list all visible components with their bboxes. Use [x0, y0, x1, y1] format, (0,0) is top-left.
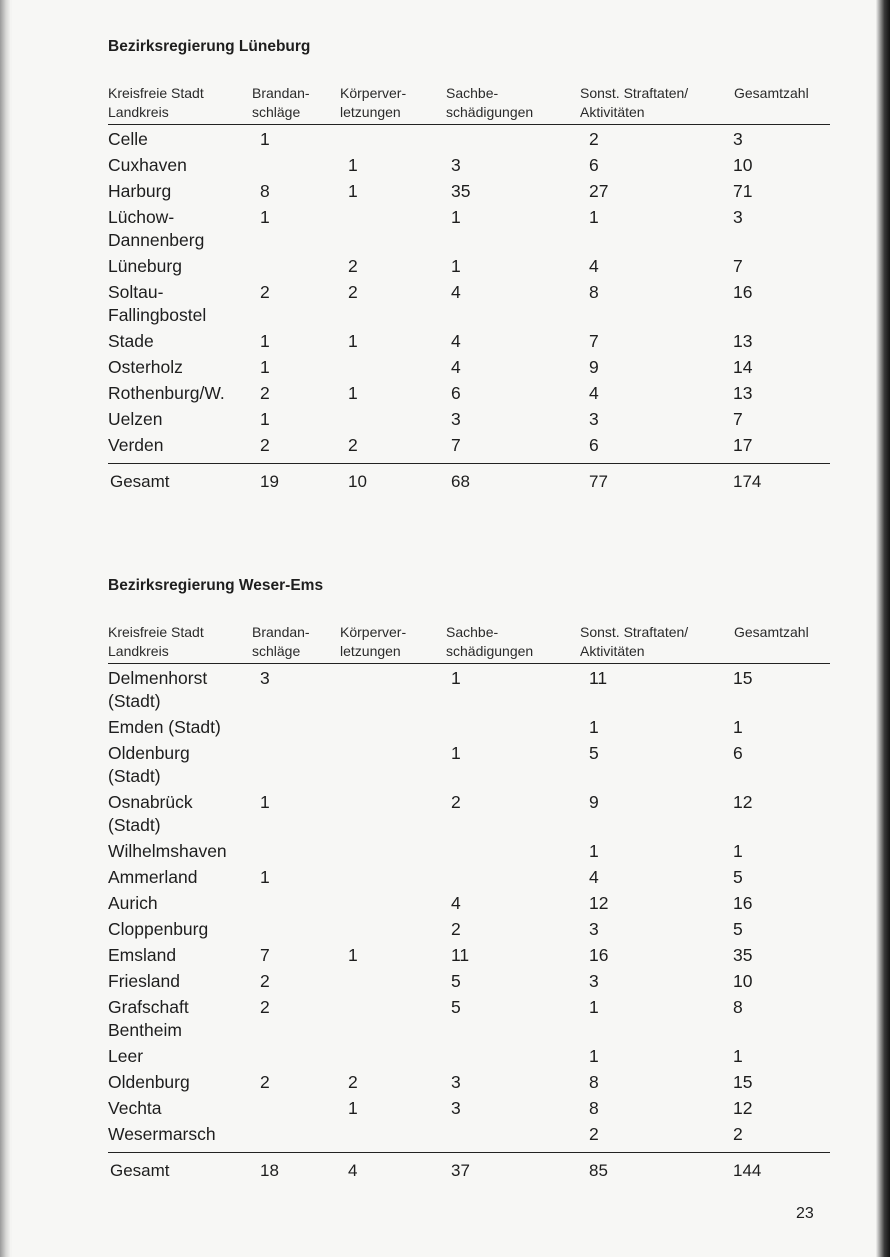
total-label: Gesamt	[110, 1161, 170, 1180]
cell-brand: 1	[260, 331, 270, 351]
cell-name: Grafschaft Bentheim	[108, 997, 189, 1040]
header-sonstige: Sonst. Straftaten/ Aktivitäten	[580, 624, 689, 659]
cell-koerper: 1	[348, 1098, 358, 1118]
header-koerperverletzungen: Körperver- letzungen	[340, 624, 407, 659]
cell-gesamt: 6	[733, 743, 743, 763]
cell-sonst: 6	[589, 155, 599, 175]
header-brandanschlaege: Brandan- schläge	[252, 624, 310, 659]
cell-sach: 11	[451, 945, 470, 965]
total-row	[108, 463, 830, 494]
cell-sach: 4	[451, 331, 461, 351]
total-sonst: 85	[589, 1161, 608, 1180]
table-row	[108, 125, 830, 151]
cell-name: Wesermarsch	[108, 1124, 216, 1144]
cell-name: Soltau- Fallingbostel	[108, 282, 207, 325]
table-row	[108, 151, 830, 177]
total-sonst: 77	[589, 472, 608, 491]
cell-gesamt: 12	[733, 792, 753, 812]
cell-sach: 35	[451, 181, 471, 201]
page-left-edge	[0, 0, 10, 1257]
cell-gesamt: 16	[733, 893, 753, 913]
header-sonstige: Sonst. Straftaten/ Aktivitäten	[580, 85, 689, 120]
table-row	[108, 1068, 830, 1094]
cell-gesamt: 8	[733, 997, 743, 1017]
cell-brand: 1	[260, 409, 270, 429]
cell-sach: 1	[451, 743, 461, 763]
table-section-lueneburg	[108, 36, 830, 494]
header-kreis: Kreisfreie Stadt Landkreis	[108, 624, 204, 659]
page-number: 23	[796, 1205, 814, 1222]
cell-gesamt: 15	[733, 1072, 753, 1092]
total-row	[108, 1152, 830, 1183]
cell-sonst: 1	[589, 841, 599, 861]
cell-name: Lüchow- Dannenberg	[108, 207, 205, 250]
cell-sonst: 9	[589, 357, 599, 377]
table-row	[108, 664, 830, 713]
cell-sach: 7	[451, 435, 461, 455]
table-row	[108, 203, 830, 252]
cell-gesamt: 7	[733, 256, 743, 276]
total-koerper: 4	[348, 1161, 358, 1180]
table-row	[108, 941, 830, 967]
cell-sonst: 3	[589, 409, 599, 429]
cell-koerper: 1	[348, 181, 358, 201]
section-title: Bezirksregierung Lüneburg	[108, 38, 311, 55]
cell-sach: 4	[451, 893, 461, 913]
cell-brand: 2	[260, 971, 270, 991]
cell-name: Vechta	[108, 1098, 162, 1118]
table-row	[108, 1042, 830, 1068]
cell-name: Osterholz	[108, 357, 183, 377]
cell-koerper: 2	[348, 256, 358, 276]
cell-gesamt: 3	[733, 207, 743, 227]
table-row	[108, 1120, 830, 1146]
cell-sach: 3	[451, 155, 461, 175]
cell-gesamt: 5	[733, 867, 743, 887]
cell-name: Emden (Stadt)	[108, 717, 221, 737]
cell-gesamt: 1	[733, 1046, 743, 1066]
cell-brand: 8	[260, 181, 270, 201]
cell-brand: 1	[260, 207, 270, 227]
cell-gesamt: 13	[733, 383, 753, 403]
cell-brand: 1	[260, 867, 270, 887]
cell-sach: 1	[451, 256, 461, 276]
total-sach: 37	[451, 1161, 470, 1180]
cell-name: Lüneburg	[108, 256, 182, 276]
cell-sach: 4	[451, 357, 461, 377]
cell-koerper: 1	[348, 945, 358, 965]
total-gesamt: 144	[733, 1161, 762, 1180]
header-sachbeschaedigungen: Sachbe- schädigungen	[446, 624, 534, 659]
cell-koerper: 1	[348, 331, 358, 351]
cell-sonst: 16	[589, 945, 609, 965]
table-row	[108, 353, 830, 379]
header-kreis: Kreisfreie Stadt Landkreis	[108, 85, 204, 120]
page-right-edge	[876, 0, 890, 1257]
cell-brand: 1	[260, 792, 270, 812]
cell-name: Leer	[108, 1046, 144, 1066]
cell-gesamt: 12	[733, 1098, 753, 1118]
cell-name: Uelzen	[108, 409, 163, 429]
cell-gesamt: 71	[733, 181, 753, 201]
cell-gesamt: 7	[733, 409, 743, 429]
cell-gesamt: 14	[733, 357, 753, 377]
cell-sonst: 1	[589, 1046, 599, 1066]
table-row	[108, 967, 830, 993]
cell-name: Wilhelmshaven	[108, 841, 227, 861]
cell-sach: 2	[451, 919, 461, 939]
header-koerperverletzungen: Körperver- letzungen	[340, 85, 407, 120]
cell-brand: 7	[260, 945, 270, 965]
table-header	[108, 623, 830, 664]
cell-sonst: 1	[589, 717, 599, 737]
table-row	[108, 863, 830, 889]
cell-brand: 2	[260, 282, 270, 302]
cell-name: Cuxhaven	[108, 155, 187, 175]
table-row	[108, 837, 830, 863]
cell-sonst: 1	[589, 997, 599, 1017]
cell-sonst: 9	[589, 792, 599, 812]
table-row	[108, 252, 830, 278]
cell-sach: 4	[451, 282, 461, 302]
total-label: Gesamt	[110, 472, 170, 491]
table-row	[108, 1094, 830, 1120]
table-row	[108, 713, 830, 739]
table-row	[108, 993, 830, 1042]
cell-sach: 1	[451, 207, 461, 227]
cell-name: Aurich	[108, 893, 158, 913]
table-body	[108, 125, 830, 457]
cell-name: Friesland	[108, 971, 180, 991]
cell-gesamt: 17	[733, 435, 753, 455]
cell-sonst: 4	[589, 383, 599, 403]
table-row	[108, 889, 830, 915]
total-gesamt: 174	[733, 472, 762, 491]
cell-brand: 1	[260, 129, 270, 149]
cell-sach: 3	[451, 1098, 461, 1118]
cell-gesamt: 35	[733, 945, 753, 965]
cell-sonst: 3	[589, 971, 599, 991]
cell-brand: 2	[260, 383, 270, 403]
total-koerper: 10	[348, 472, 367, 491]
table-header	[108, 84, 830, 125]
table-row	[108, 327, 830, 353]
table-row	[108, 431, 830, 457]
table-section-weser-ems	[108, 575, 830, 1183]
cell-name: Delmenhorst (Stadt)	[108, 668, 208, 711]
cell-brand: 2	[260, 1072, 270, 1092]
header-brandanschlaege: Brandan- schläge	[252, 85, 310, 120]
cell-sach: 2	[451, 792, 461, 812]
cell-name: Oldenburg (Stadt)	[108, 743, 190, 786]
table-body	[108, 664, 830, 1146]
cell-name: Verden	[108, 435, 164, 455]
cell-sonst: 27	[589, 181, 609, 201]
cell-name: Celle	[108, 129, 148, 149]
cell-name: Emsland	[108, 945, 177, 965]
cell-sach: 5	[451, 971, 461, 991]
cell-sonst: 8	[589, 1072, 599, 1092]
header-gesamtzahl: Gesamtzahl	[734, 85, 809, 101]
cell-name: Rothenburg/W.	[108, 383, 225, 403]
cell-sonst: 8	[589, 282, 599, 302]
cell-name: Harburg	[108, 181, 172, 201]
cell-sonst: 1	[589, 207, 599, 227]
cell-sonst: 2	[589, 1124, 599, 1144]
header-gesamtzahl: Gesamtzahl	[734, 624, 809, 640]
header-sachbeschaedigungen: Sachbe- schädigungen	[446, 85, 534, 120]
table-row	[108, 405, 830, 431]
table-row	[108, 177, 830, 203]
cell-sonst: 4	[589, 256, 599, 276]
cell-gesamt: 2	[733, 1124, 743, 1144]
cell-brand: 3	[260, 668, 270, 688]
cell-gesamt: 13	[733, 331, 753, 351]
total-sach: 68	[451, 472, 470, 491]
cell-brand: 1	[260, 357, 270, 377]
cell-koerper: 2	[348, 435, 358, 455]
cell-sach: 3	[451, 409, 461, 429]
cell-gesamt: 16	[733, 282, 753, 302]
cell-sonst: 12	[589, 893, 609, 913]
cell-sonst: 6	[589, 435, 599, 455]
cell-sach: 1	[451, 668, 461, 688]
cell-sonst: 8	[589, 1098, 599, 1118]
cell-koerper: 1	[348, 155, 358, 175]
cell-gesamt: 10	[733, 971, 753, 991]
cell-sonst: 5	[589, 743, 599, 763]
cell-brand: 2	[260, 997, 270, 1017]
cell-sonst: 3	[589, 919, 599, 939]
table-row	[108, 788, 830, 837]
total-brand: 18	[260, 1161, 279, 1180]
cell-koerper: 1	[348, 383, 358, 403]
cell-sach: 6	[451, 383, 461, 403]
cell-name: Oldenburg	[108, 1072, 190, 1092]
cell-gesamt: 3	[733, 129, 743, 149]
cell-gesamt: 5	[733, 919, 743, 939]
cell-sach: 5	[451, 997, 461, 1017]
table-row	[108, 739, 830, 788]
cell-name: Stade	[108, 331, 154, 351]
cell-name: Ammerland	[108, 867, 198, 887]
cell-gesamt: 10	[733, 155, 753, 175]
table-row	[108, 278, 830, 327]
cell-sonst: 4	[589, 867, 599, 887]
cell-name: Cloppenburg	[108, 919, 209, 939]
cell-brand: 2	[260, 435, 270, 455]
cell-sonst: 7	[589, 331, 599, 351]
cell-sach: 3	[451, 1072, 461, 1092]
cell-name: Osnabrück (Stadt)	[108, 792, 193, 835]
section-title: Bezirksregierung Weser-Ems	[108, 577, 324, 594]
cell-koerper: 2	[348, 1072, 358, 1092]
cell-gesamt: 1	[733, 717, 743, 737]
cell-koerper: 2	[348, 282, 358, 302]
table-row	[108, 379, 830, 405]
table-row	[108, 915, 830, 941]
cell-sonst: 2	[589, 129, 599, 149]
cell-sonst: 11	[589, 668, 608, 688]
cell-gesamt: 1	[733, 841, 743, 861]
cell-gesamt: 15	[733, 668, 753, 688]
total-brand: 19	[260, 472, 279, 491]
